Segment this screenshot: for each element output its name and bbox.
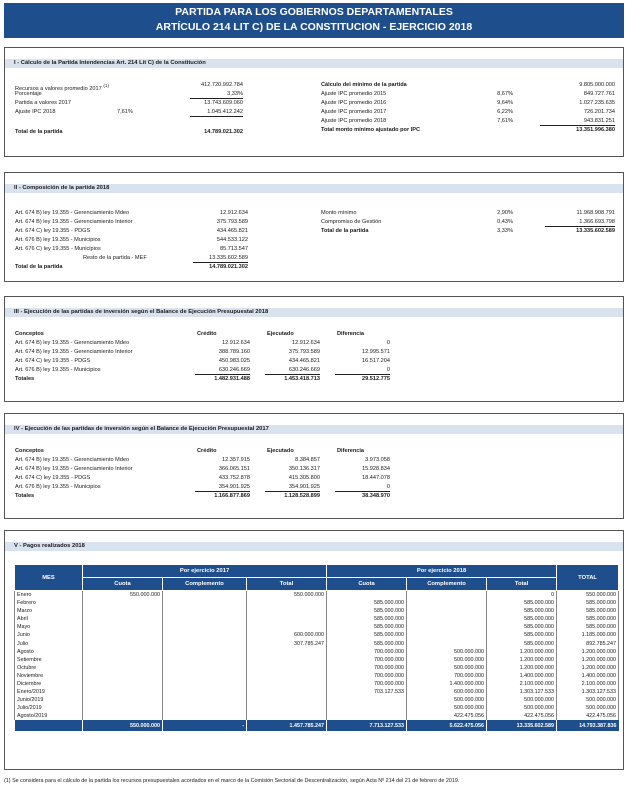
table-row [15, 599, 619, 607]
cell-cuota-2017 [83, 623, 163, 631]
s1-right-label-0: Ajuste IPC promedio 2015 [321, 91, 387, 97]
s2-right-value-0: 11.968.908.791 [576, 210, 615, 216]
cell-total: 892.785.247 [557, 639, 619, 647]
section-3-title: III - Ejecución de las partidas de inversión según el Balance de Ejecución Presupuestal 2018 [5, 308, 623, 317]
cell-total: 1.400.000.000 [557, 672, 619, 680]
cell-complemento-2018: 500.000.000 [407, 704, 487, 712]
cell-cuota-2017 [83, 688, 163, 696]
cell-total: 500.000.000 [557, 696, 619, 704]
s2-right-pct-0: 2,90% [497, 210, 513, 216]
table-row [15, 672, 619, 680]
s1-left-value-2: 13.743.609.060 [204, 100, 243, 106]
cell-mes: Octubre [15, 664, 83, 672]
cell-mes: Junio/2019 [15, 696, 83, 704]
totals-cuota-2018: 7.713.127.533 [327, 720, 407, 731]
cell-cuota-2017 [83, 712, 163, 720]
cell-complemento-2018: 500.000.000 [407, 664, 487, 672]
s3-ejecutado: 630.246.669 [265, 366, 320, 375]
s4-credito: 12.357.915 [222, 457, 250, 463]
cell-mes: Julio/2019 [15, 704, 83, 712]
s3-concept: Art. 674 B) ley 19.355 - Gerenciamiento Mdeo [15, 340, 130, 346]
s2-right-value-1: 1.366.693.798 [545, 218, 615, 227]
cell-complemento-2017 [163, 688, 247, 696]
cell-mes: Febrero [15, 599, 83, 607]
cell-mes: Julio [15, 639, 83, 647]
cell-total-2018: 422.475.056 [487, 712, 557, 720]
s2-left-label-2: Art. 674 C) ley 19.355 - PDGS [15, 228, 91, 234]
table-row [15, 648, 619, 656]
s3-concept: Art. 674 C) ley 19.355 - PDGS [15, 358, 91, 364]
s1-right-value-1: 1.027.235.635 [579, 100, 615, 106]
cell-complemento-2017 [163, 680, 247, 688]
cell-complemento-2017 [163, 664, 247, 672]
s1-right-pct-0: 8,67% [497, 91, 513, 97]
header-title-line1: PARTIDA PARA LOS GOBIERNOS DEPARTAMENTALES [175, 6, 453, 18]
s4-concept: Art. 674 B) ley 19.355 - Gerenciamiento Mdeo [15, 457, 130, 463]
totals-mes [15, 720, 83, 731]
cell-cuota-2017 [83, 672, 163, 680]
s3-ejecutado: 12.912.634 [292, 340, 320, 346]
table-row [15, 631, 619, 639]
cell-total: 1.303.127.533 [557, 688, 619, 696]
cell-mes: Diciembre [15, 680, 83, 688]
col-header-cuota-2017: Cuota [83, 578, 163, 591]
s3-total-credito: 1.482.931.488 [214, 376, 250, 382]
cell-total-2017 [247, 680, 327, 688]
s4-total-label: Totales [15, 493, 35, 499]
cell-cuota-2018: 700.000.000 [327, 648, 407, 656]
s2-resto-value: 13.335.602.589 [193, 254, 248, 263]
s1-left-total-value: 14.789.021.302 [204, 129, 243, 135]
cell-cuota-2018 [327, 591, 407, 600]
cell-cuota-2018: 585.000.000 [327, 631, 407, 639]
table-row [15, 607, 619, 615]
cell-total-2018: 585.000.000 [487, 599, 557, 607]
cell-complemento-2017 [163, 639, 247, 647]
cell-complemento-2017 [163, 696, 247, 704]
cell-cuota-2017 [83, 696, 163, 704]
cell-complemento-2018 [407, 591, 487, 600]
payments-totals-row [15, 720, 619, 731]
s2-right-total-pct: 3,33% [497, 228, 513, 234]
cell-total: 1.200.000.000 [557, 656, 619, 664]
s4-ejecutado: 350.136.317 [288, 466, 320, 472]
s4-ejecutado: 415.305.800 [288, 475, 320, 481]
cell-complemento-2018 [407, 623, 487, 631]
s1-left-label-3: Ajuste IPC 2018 [15, 109, 56, 115]
s1-left-label-1: Porcentaje [15, 91, 42, 97]
cell-complemento-2018: 422.475.056 [407, 712, 487, 720]
cell-mes: Noviembre [15, 672, 83, 680]
cell-total-2017 [247, 696, 327, 704]
s3-ejecutado: 434.465.821 [288, 358, 320, 364]
cell-total: 585.000.000 [557, 607, 619, 615]
cell-complemento-2018: 500.000.000 [407, 656, 487, 664]
section-4-title: IV - Ejecución de las partidas de inversión según el Balance de Ejecución Presupuestal 2017 [5, 425, 623, 434]
cell-cuota-2018: 700.000.000 [327, 680, 407, 688]
cell-cuota-2018 [327, 712, 407, 720]
table-row [15, 623, 619, 631]
cell-total-2017: 600.000.000 [247, 631, 327, 639]
s1-right-value-0: 849.727.761 [583, 91, 615, 97]
cell-total-2017: 550.000.000 [247, 591, 327, 600]
s1-left-label-2: Partida a valores 2017 [15, 100, 71, 106]
s1-right-value-3: 943.831.251 [540, 117, 615, 126]
cell-cuota-2017 [83, 615, 163, 623]
s1-right-title: Cálculo del mínimo de la partida [321, 82, 407, 88]
cell-cuota-2018 [327, 696, 407, 704]
s3-header-conceptos: Conceptos [15, 331, 44, 337]
section-3-ejecucion-2018 [4, 296, 624, 402]
col-header-complemento-2018: Complemento [407, 578, 487, 591]
col-header-complemento-2017: Complemento [163, 578, 247, 591]
s4-header-conceptos: Conceptos [15, 448, 44, 454]
cell-total-2018: 585.000.000 [487, 623, 557, 631]
cell-mes: Abril [15, 615, 83, 623]
cell-complemento-2018 [407, 631, 487, 639]
s1-left-value-3: 1.045.412.242 [190, 108, 243, 117]
footnote: (1) Se considera para el cálculo de la partida los recursos presupuestales acordados en el marco de la Comisión Sectorial de Descentralización, según Acta Nº 214 del 21 de febrero de 2019. [4, 778, 460, 784]
s2-right-total-label: Total de la partida [321, 228, 369, 234]
section-5-pagos [4, 530, 624, 770]
s1-right-pct-3: 7,61% [497, 118, 513, 124]
totals-complemento-2017: - [163, 720, 247, 731]
cell-complemento-2017 [163, 672, 247, 680]
cell-total-2017 [247, 607, 327, 615]
s4-header-ejecutado: Ejecutado [267, 448, 294, 454]
cell-total-2017 [247, 688, 327, 696]
s3-concept: Art. 674 B) ley 19.355 - Gerenciamiento Interior [15, 349, 133, 355]
cell-total-2018: 0 [487, 591, 557, 600]
totals-total-2018: 13.335.602.589 [487, 720, 557, 731]
s4-header-diferencia: Diferencia [337, 448, 365, 454]
cell-total-2018: 1.200.000.000 [487, 648, 557, 656]
s4-total-ejecutado: 1.128.528.899 [284, 493, 320, 499]
section-5-title: V - Pagos realizados 2018 [5, 542, 623, 551]
s4-concept: Art. 674 B) ley 19.355 - Gerenciamiento Interior [15, 466, 133, 472]
s2-total-label: Total de la partida [15, 264, 63, 270]
s1-right-label-1: Ajuste IPC promedio 2016 [321, 100, 387, 106]
header-title-line2: ARTÍCULO 214 LIT C) DE LA CONSTITUCION - EJERCICIO 2018 [155, 21, 473, 33]
page-header [4, 3, 624, 38]
s4-credito: 366.065.151 [218, 466, 250, 472]
cell-cuota-2017 [83, 656, 163, 664]
cell-cuota-2018: 700.000.000 [327, 672, 407, 680]
section-4-ejecucion-2017 [4, 413, 624, 519]
cell-mes: Enero [15, 591, 83, 600]
payments-table [14, 564, 619, 731]
cell-complemento-2018 [407, 599, 487, 607]
cell-total: 1.200.000.000 [557, 648, 619, 656]
cell-cuota-2017 [83, 607, 163, 615]
s2-left-label-3: Art. 676 B) ley 19.355 - Municipios [15, 237, 101, 243]
s4-total-credito: 1.166.877.869 [214, 493, 250, 499]
s3-diferencia: 0 [386, 340, 390, 346]
cell-complemento-2017 [163, 704, 247, 712]
col-header-total-2017: Total [247, 578, 327, 591]
s1-right-label-2: Ajuste IPC promedio 2017 [321, 109, 387, 115]
cell-mes: Mayo [15, 623, 83, 631]
s4-ejecutado: 354.901.925 [265, 483, 320, 492]
table-row [15, 639, 619, 647]
s2-right-pct-1: 0,43% [497, 219, 513, 225]
cell-total-2018: 1.303.127.533 [487, 688, 557, 696]
cell-total-2018: 500.000.000 [487, 696, 557, 704]
s3-concept: Art. 676 B) ley 19.355 - Municipios [15, 367, 101, 373]
cell-total: 1.185.000.000 [557, 631, 619, 639]
s1-right-pct-1: 9,64% [497, 100, 513, 106]
cell-complemento-2018: 500.000.000 [407, 648, 487, 656]
col-header-ejercicio-2018: Por ejercicio 2018 [327, 565, 557, 578]
section-2-composicion [4, 172, 624, 282]
totals-cuota-2017: 550.000.000 [83, 720, 163, 731]
s1-right-value-2: 726.201.734 [583, 109, 615, 115]
s1-left-value-0: 412.720.992.784 [201, 82, 243, 88]
cell-cuota-2017 [83, 664, 163, 672]
cell-complemento-2017 [163, 607, 247, 615]
cell-total-2017 [247, 704, 327, 712]
s4-diferencia: 3.973.058 [365, 457, 390, 463]
s2-right-label-0: Monto mínimo [321, 210, 357, 216]
s3-total-label: Totales [15, 376, 35, 382]
table-row [15, 696, 619, 704]
s4-concept: Art. 676 B) ley 19.355 - Municipios [15, 484, 101, 490]
cell-complemento-2018: 500.000.000 [407, 696, 487, 704]
cell-complemento-2017 [163, 599, 247, 607]
cell-cuota-2018: 585.000.000 [327, 639, 407, 647]
section-1-title: I - Cálculo de la Partida Intendencias Art. 214 Lit C) de la Constitución [5, 59, 623, 68]
s1-left-pct-3: 7,61% [117, 109, 133, 115]
cell-total-2017 [247, 664, 327, 672]
table-row [15, 712, 619, 720]
cell-complemento-2018 [407, 639, 487, 647]
s2-right-total-value: 13.335.602.589 [576, 228, 615, 234]
s3-diferencia: 0 [335, 366, 390, 375]
s4-credito: 354.901.925 [195, 483, 250, 492]
cell-complemento-2018: 600.000.000 [407, 688, 487, 696]
cell-total: 585.000.000 [557, 615, 619, 623]
s1-right-total-value: 13.351.996.380 [576, 127, 615, 133]
cell-cuota-2018: 700.000.000 [327, 656, 407, 664]
cell-cuota-2017 [83, 648, 163, 656]
section-2-title: II - Composición de la partida 2018 [5, 184, 623, 193]
cell-total-2017 [247, 615, 327, 623]
table-row [15, 688, 619, 696]
cell-mes: Setiembre [15, 656, 83, 664]
cell-complemento-2018 [407, 615, 487, 623]
table-row [15, 615, 619, 623]
s2-right-label-1: Compromiso de Gestión [321, 219, 382, 225]
totals-grand-total: 14.793.387.836 [557, 720, 619, 731]
cell-total-2018: 500.000.000 [487, 704, 557, 712]
cell-complemento-2018: 700.000.000 [407, 672, 487, 680]
s4-diferencia: 0 [335, 483, 390, 492]
cell-total: 500.000.000 [557, 704, 619, 712]
s3-header-credito: Crédito [197, 331, 217, 337]
cell-total-2018: 1.200.000.000 [487, 664, 557, 672]
col-header-total: TOTAL [557, 565, 619, 591]
s3-credito: 630.246.669 [195, 366, 250, 375]
s3-credito: 12.912.634 [222, 340, 250, 346]
cell-complemento-2017 [163, 656, 247, 664]
s2-left-value-3: 544.533.122 [216, 237, 248, 243]
cell-cuota-2018: 585.000.000 [327, 599, 407, 607]
cell-total-2017 [247, 656, 327, 664]
cell-total: 550.000.000 [557, 591, 619, 600]
cell-total-2018: 1.400.000.000 [487, 672, 557, 680]
s1-left-total-label: Total de la partida [15, 129, 63, 135]
cell-total-2018: 1.200.000.000 [487, 656, 557, 664]
s4-diferencia: 18.447.078 [362, 475, 390, 481]
s1-right-label-3: Ajuste IPC promedio 2018 [321, 118, 387, 124]
s2-left-label-4: Art. 676 C) ley 19.355 - Municipios [15, 246, 101, 252]
cell-complemento-2018: 1.400.000.000 [407, 680, 487, 688]
cell-cuota-2018: 585.000.000 [327, 615, 407, 623]
cell-cuota-2018 [327, 704, 407, 712]
s2-left-value-1: 375.793.589 [216, 219, 248, 225]
s2-left-value-4: 85.713.547 [220, 246, 248, 252]
cell-cuota-2017 [83, 680, 163, 688]
s2-left-value-0: 12.912.634 [220, 210, 248, 216]
s2-resto-label: Resto de la partida - MEF [83, 255, 147, 261]
s1-left-value-1: 3,33% [190, 90, 243, 99]
s3-total-diferencia: 29.512.775 [362, 376, 390, 382]
table-row [15, 664, 619, 672]
cell-total-2018: 585.000.000 [487, 607, 557, 615]
s2-left-label-0: Art. 674 B) ley 19.355 - Gerenciamiento Mdeo [15, 210, 130, 216]
cell-cuota-2017 [83, 639, 163, 647]
s4-total-diferencia: 38.348.970 [362, 493, 390, 499]
s3-diferencia: 16.517.204 [362, 358, 390, 364]
s1-left-label-0: Recursos a valores promedio 2017 $^{(1)}$ [15, 83, 110, 92]
col-header-cuota-2018: Cuota [327, 578, 407, 591]
cell-cuota-2017: 550.000.000 [83, 591, 163, 600]
totals-total-2017: 1.457.785.247 [247, 720, 327, 731]
s1-right-total-label: Total monto mínimo ajustado por IPC [321, 127, 421, 133]
cell-complemento-2018 [407, 607, 487, 615]
s3-header-diferencia: Diferencia [337, 331, 365, 337]
cell-total-2017 [247, 672, 327, 680]
s3-header-ejecutado: Ejecutado [267, 331, 294, 337]
cell-cuota-2017 [83, 704, 163, 712]
cell-complemento-2017 [163, 712, 247, 720]
s4-header-credito: Crédito [197, 448, 217, 454]
section-1-calculo [4, 47, 624, 157]
cell-total-2018: 585.000.000 [487, 639, 557, 647]
s4-concept: Art. 674 C) ley 19.355 - PDGS [15, 475, 91, 481]
s3-credito: 388.789.160 [218, 349, 250, 355]
s3-diferencia: 12.995.571 [362, 349, 390, 355]
cell-mes: Marzo [15, 607, 83, 615]
cell-cuota-2018: 703.127.533 [327, 688, 407, 696]
cell-total-2018: 585.000.000 [487, 615, 557, 623]
totals-complemento-2018: 5.622.475.056 [407, 720, 487, 731]
cell-cuota-2018: 585.000.000 [327, 623, 407, 631]
table-row [15, 680, 619, 688]
col-header-mes: MES [15, 565, 83, 591]
cell-total-2017 [247, 599, 327, 607]
s2-left-label-1: Art. 674 B) ley 19.355 - Gerenciamiento Interior [15, 219, 133, 225]
cell-mes: Agosto/2019 [15, 712, 83, 720]
col-header-ejercicio-2017: Por ejercicio 2017 [83, 565, 327, 578]
cell-complemento-2017 [163, 648, 247, 656]
s3-credito: 450.983.025 [218, 358, 250, 364]
cell-complemento-2017 [163, 591, 247, 600]
s3-ejecutado: 375.793.589 [288, 349, 320, 355]
col-header-total-2018: Total [487, 578, 557, 591]
cell-complemento-2017 [163, 623, 247, 631]
cell-cuota-2017 [83, 631, 163, 639]
cell-mes: Agosto [15, 648, 83, 656]
table-row [15, 704, 619, 712]
cell-cuota-2017 [83, 599, 163, 607]
s1-right-title-value: 9.805.000.000 [579, 82, 615, 88]
cell-total-2017: 307.785.247 [247, 639, 327, 647]
cell-total-2017 [247, 648, 327, 656]
cell-total: 2.100.000.000 [557, 680, 619, 688]
cell-complemento-2017 [163, 631, 247, 639]
cell-total-2017 [247, 712, 327, 720]
s4-credito: 433.752.878 [218, 475, 250, 481]
cell-cuota-2018: 700.000.000 [327, 664, 407, 672]
cell-total-2018: 2.100.000.000 [487, 680, 557, 688]
s4-diferencia: 15.928.834 [362, 466, 390, 472]
s4-ejecutado: 8.384.857 [295, 457, 320, 463]
cell-total: 585.000.000 [557, 599, 619, 607]
cell-total-2017 [247, 623, 327, 631]
s1-right-pct-2: 6,22% [497, 109, 513, 115]
cell-complemento-2017 [163, 615, 247, 623]
table-row [15, 656, 619, 664]
cell-mes: Enero/2019 [15, 688, 83, 696]
table-row [15, 591, 619, 600]
s2-left-value-2: 434.465.821 [216, 228, 248, 234]
cell-cuota-2018: 585.000.000 [327, 607, 407, 615]
cell-total-2018: 585.000.000 [487, 631, 557, 639]
cell-mes: Junio [15, 631, 83, 639]
cell-total: 1.200.000.000 [557, 664, 619, 672]
s3-total-ejecutado: 1.453.418.713 [284, 376, 320, 382]
cell-total: 585.000.000 [557, 623, 619, 631]
cell-total: 422.475.056 [557, 712, 619, 720]
s2-total-value: 14.789.021.302 [209, 264, 248, 270]
